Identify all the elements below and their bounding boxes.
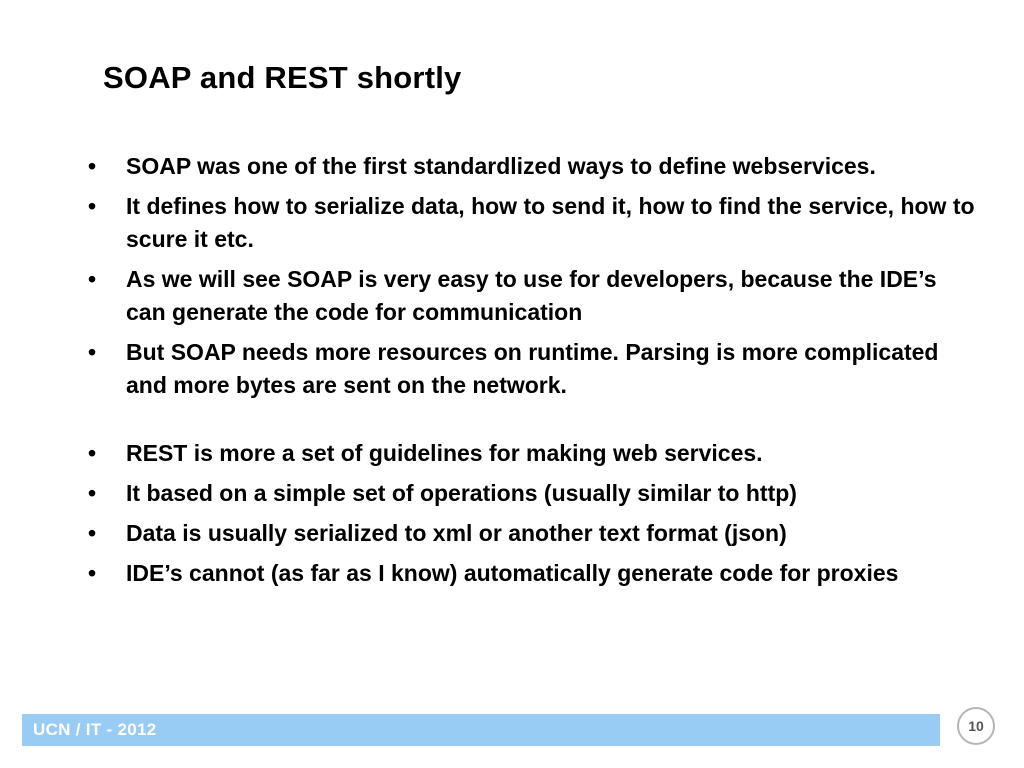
bullet-icon: • [88, 560, 97, 586]
bullet-text: REST is more a set of guidelines for making web services. [126, 440, 763, 466]
bullet-text: But SOAP needs more resources on runtime. Parsing is more complicated and more bytes are sent on the network. [126, 339, 939, 398]
bullet-icon: • [88, 440, 97, 466]
bullet-text: It based on a simple set of operations (usually similar to http) [126, 480, 797, 506]
bullet-item [88, 150, 978, 183]
bullet-icon: • [88, 480, 97, 506]
bullet-icon: • [88, 520, 97, 546]
footer-text: UCN / IT - 2012 [33, 720, 157, 739]
bullet-item [88, 557, 978, 590]
bullet-item [88, 477, 978, 510]
bullet-item [88, 263, 978, 329]
bullet-item [88, 437, 978, 470]
footer-bar [22, 714, 940, 746]
bullet-list [88, 150, 978, 597]
bullet-icon: • [88, 153, 97, 179]
bullet-icon: • [88, 339, 97, 365]
page-number: 10 [957, 707, 995, 745]
slide-title: SOAP and REST shortly [103, 60, 462, 95]
bullet-text: It defines how to serialize data, how to send it, how to find the service, how to scure it etc. [126, 193, 975, 252]
bullet-item [88, 517, 978, 550]
bullet-icon: • [88, 193, 97, 219]
bullet-icon: • [88, 266, 97, 292]
bullet-text: SOAP was one of the first standardlized ways to define webservices. [126, 153, 876, 179]
bullet-item [88, 336, 978, 402]
bullet-text: Data is usually serialized to xml or another text format (json) [126, 520, 787, 546]
bullet-text: As we will see SOAP is very easy to use for developers, because the IDE’s can generate the code for communication [126, 266, 937, 325]
bullet-text: IDE’s cannot (as far as I know) automatically generate code for proxies [126, 560, 899, 586]
bullet-item [88, 190, 978, 256]
